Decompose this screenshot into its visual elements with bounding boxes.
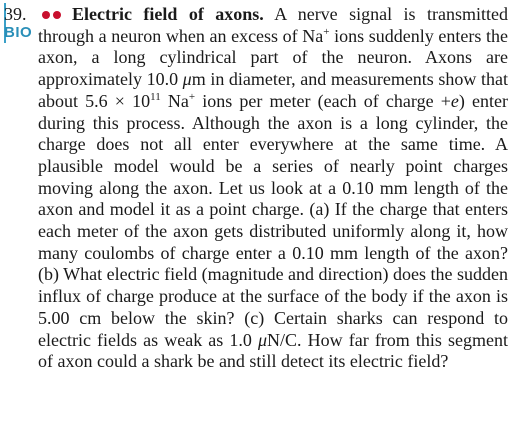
mu-symbol: μ (258, 329, 268, 350)
superscript-plus: + (323, 25, 330, 38)
superscript-plus: + (188, 90, 196, 103)
problem-title: Electric field of axons. (72, 4, 264, 24)
charge-symbol: e (450, 90, 459, 111)
mu-symbol: μ (182, 69, 192, 90)
text-segment: N/C. How far from this segment of axon could a shark be and still detect its electric field? (38, 329, 508, 372)
text-segment: ions per meter (each of charge + (195, 90, 451, 111)
problem-number: 39. (4, 4, 27, 24)
text-segment: m in diameter, and measurements show that about 5.6 × 10 (38, 69, 508, 111)
problem-text (38, 4, 508, 373)
superscript-exponent: 11 (150, 90, 161, 103)
text-segment: A nerve signal is transmitted through a neuron when an excess of Na (38, 4, 508, 46)
text-segment: ions suddenly enters the axon, a long cylindrical part of the neuron. Axons are approximately 10.0 (38, 25, 508, 90)
bio-tag: BIO (4, 24, 33, 41)
text-segment: ) enter during this process. Although the axon is a long cylinder, the charge does not all enter everywhere at the same time. A plausible model would be a series of nearly point charges moving along the axon. Let us look at a 0.10 mm length of the axon and model it as a point charge. (a) If the charge that enters each meter of the axon gets distributed uniformly along it, how many coulombs of charge enter a 0.10 mm length of the axon? (b) What electric field (magnitude and direction) does the sudden influx of charge produce at the surface of the body if the axon is 5.00 cm below the skin? (c) Certain sharks can respond to electric fields as weak as 1.0 (38, 90, 508, 350)
text-segment: Na (160, 90, 189, 111)
